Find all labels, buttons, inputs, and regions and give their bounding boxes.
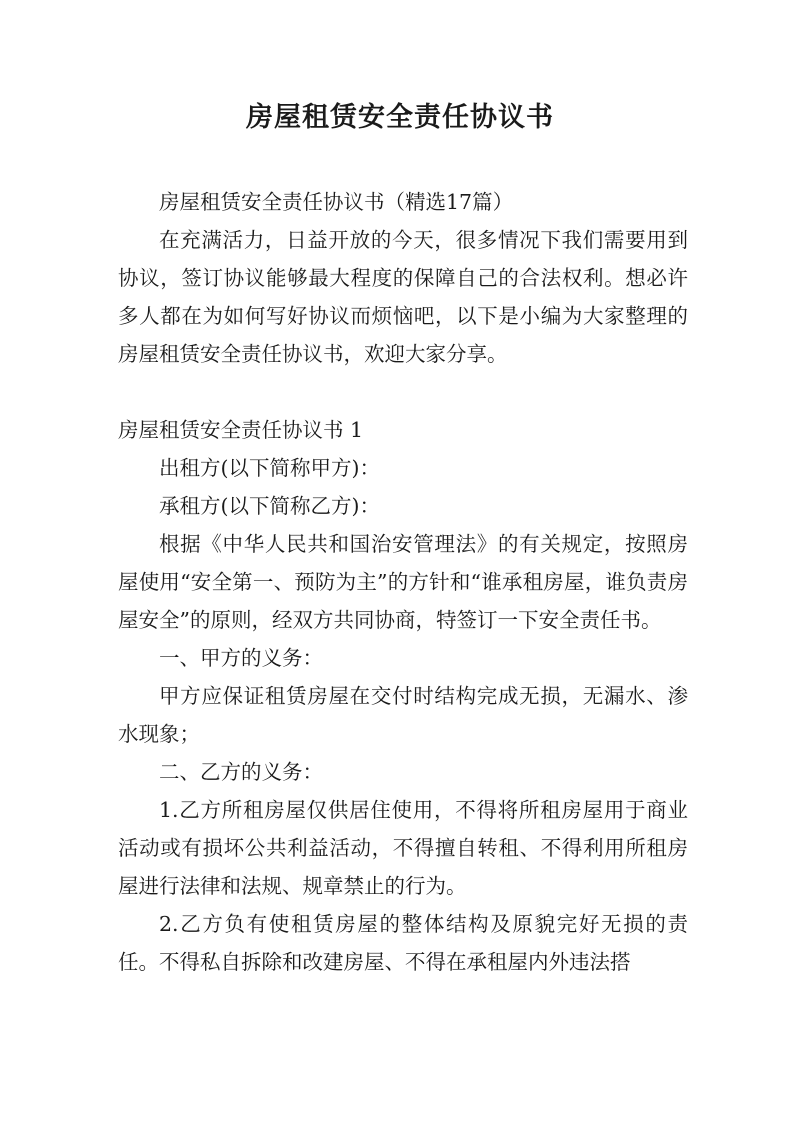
clause2-item-1: 1.乙方所租房屋仅供居住使用，不得将所租房屋用于商业活动或有损坏公共利益活动，不得擅自转租、不得利用所租房屋进行法律和法规、规章禁止的行为。: [118, 798, 688, 898]
basis-paragraph: 根据《中华人民共和国治安管理法》的有关规定，按照房屋使用“安全第一、预防为主”的方针和“谁承租房屋，谁负责房屋安全”的原则，经双方共同协商，特签订一下安全责任书。: [118, 532, 688, 632]
intro-line: 房屋租赁安全责任协议书（精选17篇）: [159, 190, 514, 214]
document-body: [118, 183, 688, 981]
clause1-text: 甲方应保证租赁房屋在交付时结构完成无损，无漏水、渗水现象；: [118, 684, 688, 746]
party-b-line: 承租方(以下简称乙方)：: [159, 494, 380, 518]
preface-paragraph: 在充满活力，日益开放的今天，很多情况下我们需要用到协议，签订协议能够最大程度的保障自己的合法权利。想必许多人都在为如何写好协议而烦恼吧，以下是小编为大家整理的房屋租赁安全责任协议书，欢迎大家分享。: [118, 228, 688, 366]
clause1-heading: 一、甲方的义务：: [159, 646, 323, 670]
clause2-item-2: 2.乙方负有使租赁房屋的整体结构及原貌完好无损的责任。不得私自拆除和改建房屋、不得在承租屋内外违法搭: [118, 912, 688, 974]
section-heading: 房屋租赁安全责任协议书 1: [118, 418, 364, 442]
clause2-heading: 二、乙方的义务：: [159, 760, 323, 784]
paragraph-gap: [118, 373, 688, 411]
document-title: 房屋租赁安全责任协议书: [246, 102, 554, 133]
party-a-line: 出租方(以下简称甲方)：: [159, 456, 380, 480]
